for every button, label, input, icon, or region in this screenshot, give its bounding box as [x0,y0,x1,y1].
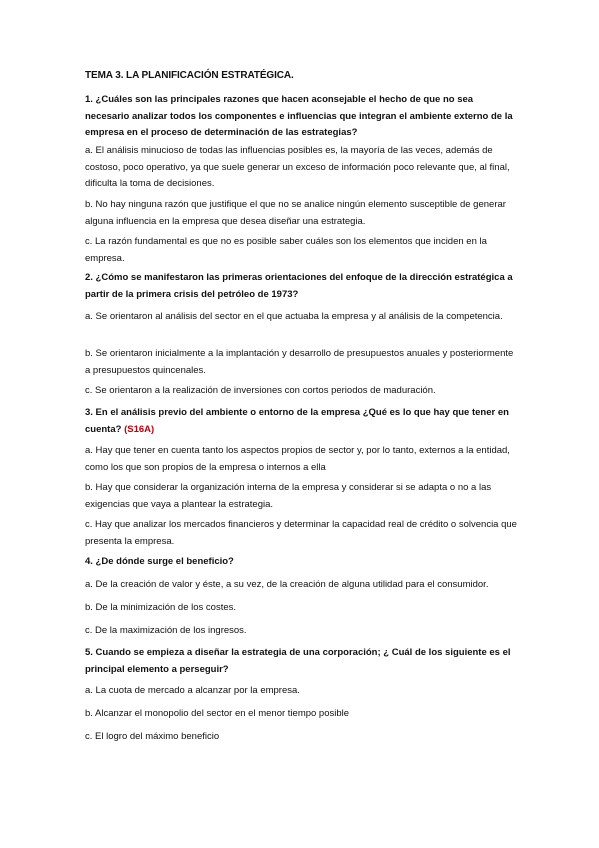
question-4-option-a: a. De la creación de valor y éste, a su vez, de la creación de alguna utilidad para el consumidor. [85,579,489,590]
question-1-option-c: c. La razón fundamental es que no es posible saber cuáles son los elementos que inciden en la empresa. [85,236,487,264]
question-5-option-c: c. El logro del máximo beneficio [85,731,220,742]
question-1: 1. ¿Cuáles son las principales razones que hacen aconsejable el hecho de que no sea necesario analizar todos los componentes e influencias que integran el ambiente externo de la empresa en el proceso de determinación de las estrategias? [85,94,513,138]
question-5-option-a: a. La cuota de mercado a alcanzar por la empresa. [85,685,300,696]
question-1-option-a: a. El análisis minucioso de todas las influencias posibles es, la mayoría de las veces, además de costoso, poco operativo, ya que suele generar un exceso de información poco relevante que, al final, dificulta la toma de decisiones. [85,145,510,189]
question-3-option-c: c. Hay que analizar los mercados financieros y determinar la capacidad real de crédito o solvencia que presenta la empresa. [85,519,517,547]
question-2-option-c: c. Se orientaron a la realización de inversiones con cortos periodos de maduración. [85,385,436,396]
question-3-tag: (S16A) [124,423,155,435]
question-4-option-b: b. De la minimización de los costes. [85,602,237,613]
page-title: TEMA 3. LA PLANIFICACIÓN ESTRATÉGICA. [85,70,294,81]
question-3-text: 3. En el análisis previo del ambiente o entorno de la empresa ¿Qué es lo que hay que tener en cuenta? [85,407,509,435]
question-2-option-a: a. Se orientaron al análisis del sector en el que actuaba la empresa y al análisis de la competencia. [85,311,503,322]
question-3-option-b: b. Hay que considerar la organización interna de la empresa y considerar si se adapta o no a las exigencias que vaya a plantear la estrategia. [85,482,492,510]
question-2-option-b: b. Se orientaron inicialmente a la implantación y desarrollo de presupuestos anuales y posteriormente a presupuestos quincenales. [85,348,514,376]
question-4: 4. ¿De dónde surge el beneficio? [85,556,234,567]
question-1-option-b: b. No hay ninguna razón que justifique el que no se analice ningún elemento susceptible de generar alguna influencia en la empresa que desea diseñar una estrategia. [85,199,506,227]
question-4-option-c: c. De la maximización de los ingresos. [85,625,247,636]
question-5-option-b: b. Alcanzar el monopolio del sector en el menor tiempo posible [85,708,350,719]
question-3 [85,405,517,438]
question-5: 5. Cuando se empieza a diseñar la estrategia de una corporación; ¿ Cuál de los siguiente es el principal elemento a perseguir? [85,647,511,675]
question-3-option-a: a. Hay que tener en cuenta tanto los aspectos propios de sector y, por lo tanto, externos a la entidad, como los que son propios de la empresa o internos a ella [85,445,510,473]
question-2: 2. ¿Cómo se manifestaron las primeras orientaciones del enfoque de la dirección estratégica a partir de la primera crisis del petróleo de 1973? [85,272,513,300]
